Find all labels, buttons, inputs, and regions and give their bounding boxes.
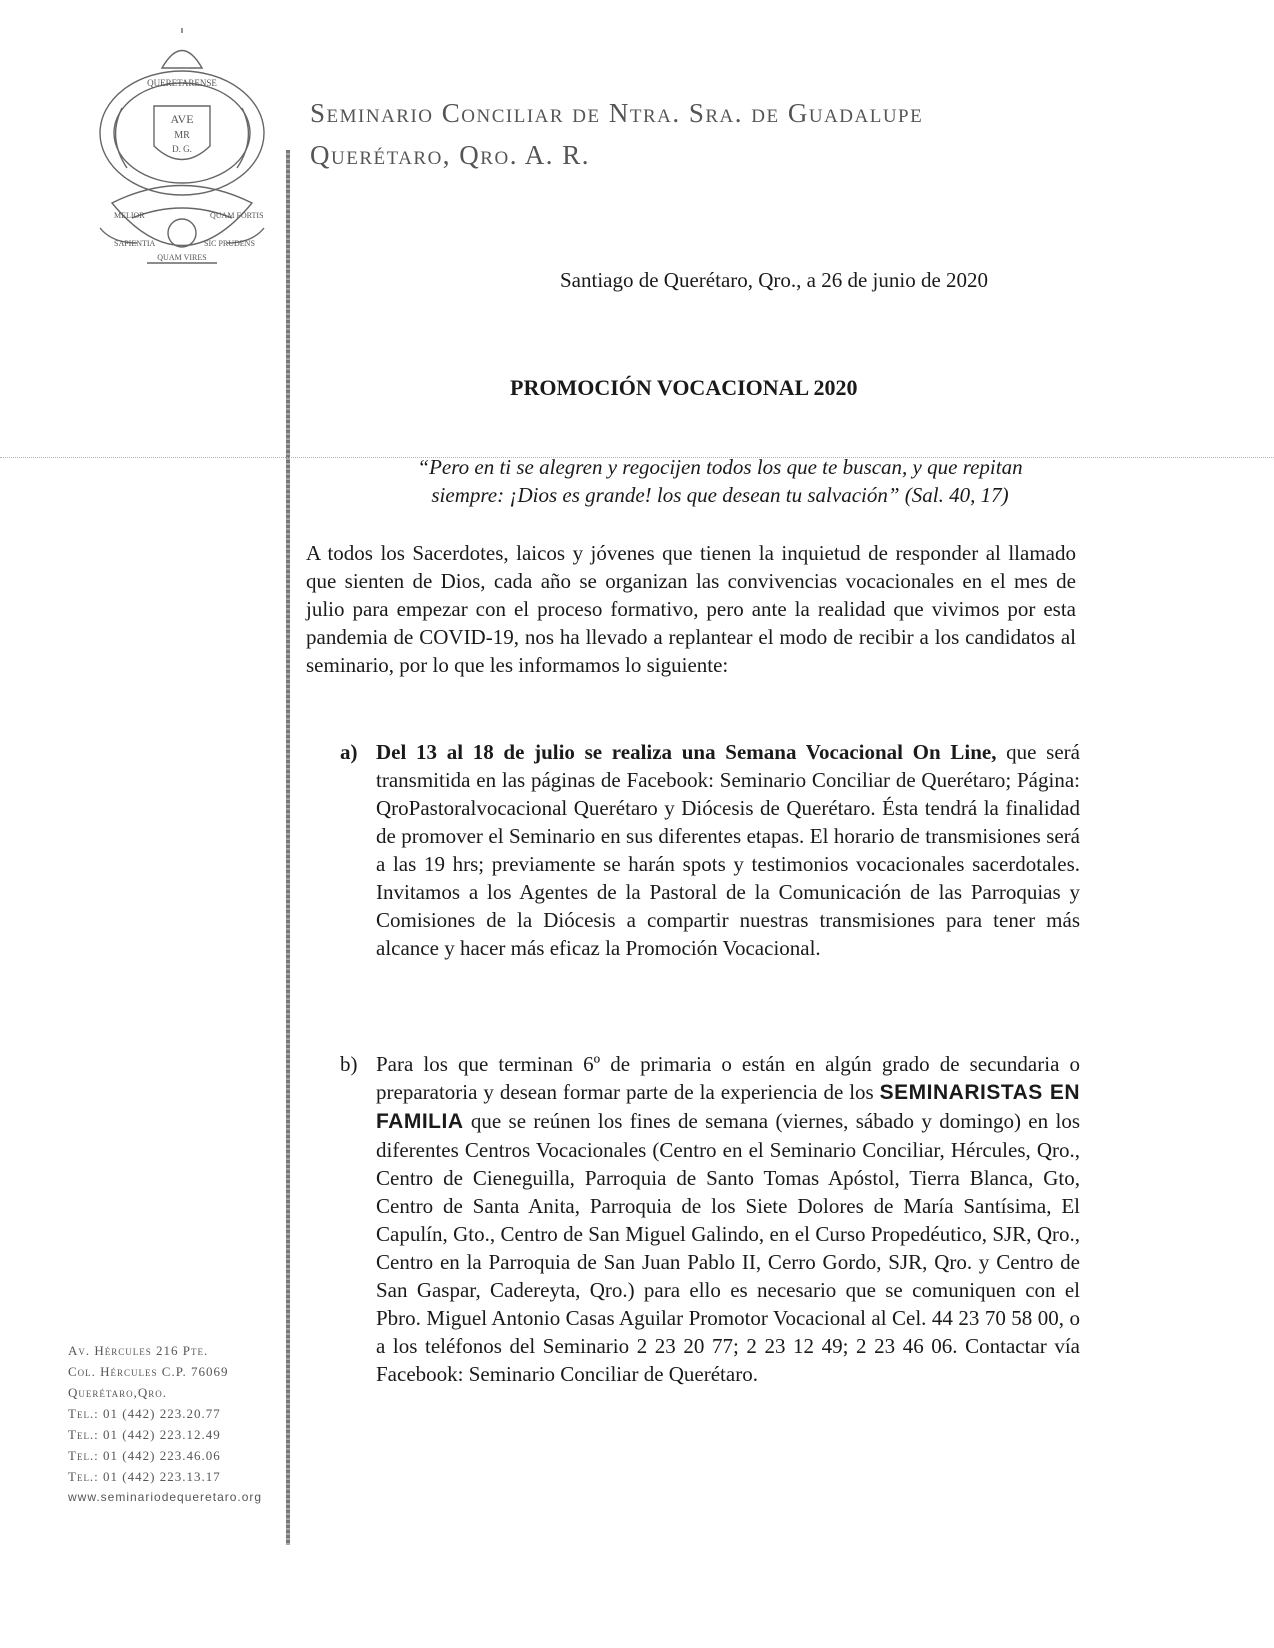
- quote-line2: siempre: ¡Dios es grande! los que desean tu salvación” (Sal. 40, 17): [431, 483, 1009, 507]
- seal-graphic: [92, 28, 272, 298]
- letterhead-line1: Seminario Conciliar de Ntra. Sra. de Guadalupe: [310, 98, 924, 128]
- footer-phone-1: Tel.: 01 (442) 223.20.77: [68, 1406, 221, 1421]
- item-a-body: que será transmitida en las páginas de Facebook: Seminario Conciliar de Querétaro; Página: QroPastoralvocacional Querétaro y Diócesis de Querétaro. Ésta tendrá la finalidad de promover el Seminario en sus diferentes etapas. El horario de transmisiones será a las 19 hrs; previamente se harán spots y testimonios vocacionales sacerdotales. Invitamos a los Agentes de la Pastoral de la Comunicación de las Parroquias y Comisiones de la Diócesis a compartir nuestras transmisiones para tener más alcance y hacer más eficaz la Promoción Vocacional.: [376, 740, 1080, 960]
- address-footer: [68, 1340, 262, 1508]
- seal-banner-right: SIC PRUDENS: [204, 239, 255, 248]
- item-a-text: [376, 738, 1080, 962]
- item-b-body-after: que se reúnen los fines de semana (viernes, sábado y domingo) en los diferentes Centros Vocacionales (Centro en el Seminario Conciliar, Hércules, Qro., Centro de Cieneguilla, Parroquia de Santo Tomas Apóstol, Tierra Blanca, Gto, Centro de Santa Anita, Parroquia de los Siete Dolores de María Santísima, El Capulín, Gto., Centro de San Miguel Galindo, en el Curso Propedéutico, SJR, Qro., Centro en la Parroquia de San Juan Pablo II, Cerro Gordo, SJR, Qro. y Centro de San Gaspar, Cadereyta, Qro.) para ello es necesario que se comuniquen con el Pbro. Miguel Antonio Casas Aguilar Promotor Vocacional al Cel. 44 23 70 58 00, o a los teléfonos del Seminario 2 23 20 77; 2 23 12 49; 2 23 46 06. Contactar vía Facebook: Seminario Conciliar de Querétaro.: [376, 1109, 1080, 1386]
- letterhead: [310, 92, 1030, 176]
- footer-phone-3: Tel.: 01 (442) 223.46.06: [68, 1448, 221, 1463]
- footer-website: www.seminariodequeretaro.org: [68, 1490, 263, 1504]
- scripture-quote: [340, 453, 1100, 509]
- item-a-bold-lead: Del 13 al 18 de julio se realiza una Semana Vocacional On Line,: [376, 740, 997, 764]
- seal-center-line1: AVE: [170, 112, 194, 126]
- tiara-icon: [162, 51, 202, 69]
- seal-lower-right-text: QUAM FORTIS: [210, 211, 264, 220]
- footer-phone-2: Tel.: 01 (442) 223.12.49: [68, 1427, 221, 1442]
- item-b-text: [376, 1050, 1080, 1388]
- item-b-marker: b): [340, 1052, 358, 1076]
- margin-rule: [286, 150, 290, 1545]
- item-b-body-before: Para los que terminan 6º de primaria o están en algún grado de secundaria o preparatoria y desean formar parte de la experiencia de los: [376, 1052, 1080, 1104]
- quote-line1: “Pero en ti se alegren y regocijen todos los que te buscan, y que repitan: [417, 455, 1023, 479]
- list-item-b: [340, 1050, 1080, 1388]
- seal-banner-bottom: QUAM VIRES: [157, 253, 207, 262]
- intro-paragraph: A todos los Sacerdotes, laicos y jóvenes que tienen la inquietud de responder al llamado que sienten de Dios, cada año se organizan las convivencias vocacionales en el mes de julio para empezar con el proceso formativo, pero ante la realidad que vivimos por esta pandemia de COVID-19, nos ha llevado a replantear el modo de recibir a los candidatos al seminario, por lo que les informamos lo siguiente:: [306, 541, 1076, 677]
- item-b-bold-mid: SEMINARISTAS EN FAMILIA: [376, 1081, 1080, 1133]
- footer-city: Querétaro,Qro.: [68, 1385, 168, 1400]
- footer-phone-4: Tel.: 01 (442) 223.13.17: [68, 1469, 221, 1484]
- seal-lower-left-text: MELIOR: [114, 211, 145, 220]
- letterhead-line2: Querétaro, Qro. A. R.: [310, 140, 590, 170]
- seal-center-line3: D. G.: [172, 144, 192, 154]
- item-a-marker: a): [340, 740, 358, 764]
- letter-date: Santiago de Querétaro, Qro., a 26 de junio de 2020: [560, 268, 989, 292]
- footer-address: Av. Hércules 216 Pte.: [68, 1343, 209, 1358]
- seminary-seal: [92, 28, 272, 298]
- seal-banner-left: SAPIENTIA: [114, 239, 156, 248]
- document-title: PROMOCIÓN VOCACIONAL 2020: [510, 375, 858, 400]
- list-item-a: [340, 738, 1080, 962]
- seal-center-line2: MR: [174, 130, 190, 141]
- footer-colony: Col. Hércules C.P. 76069: [68, 1364, 229, 1379]
- seal-top-text: QUERETARENSE: [147, 78, 217, 88]
